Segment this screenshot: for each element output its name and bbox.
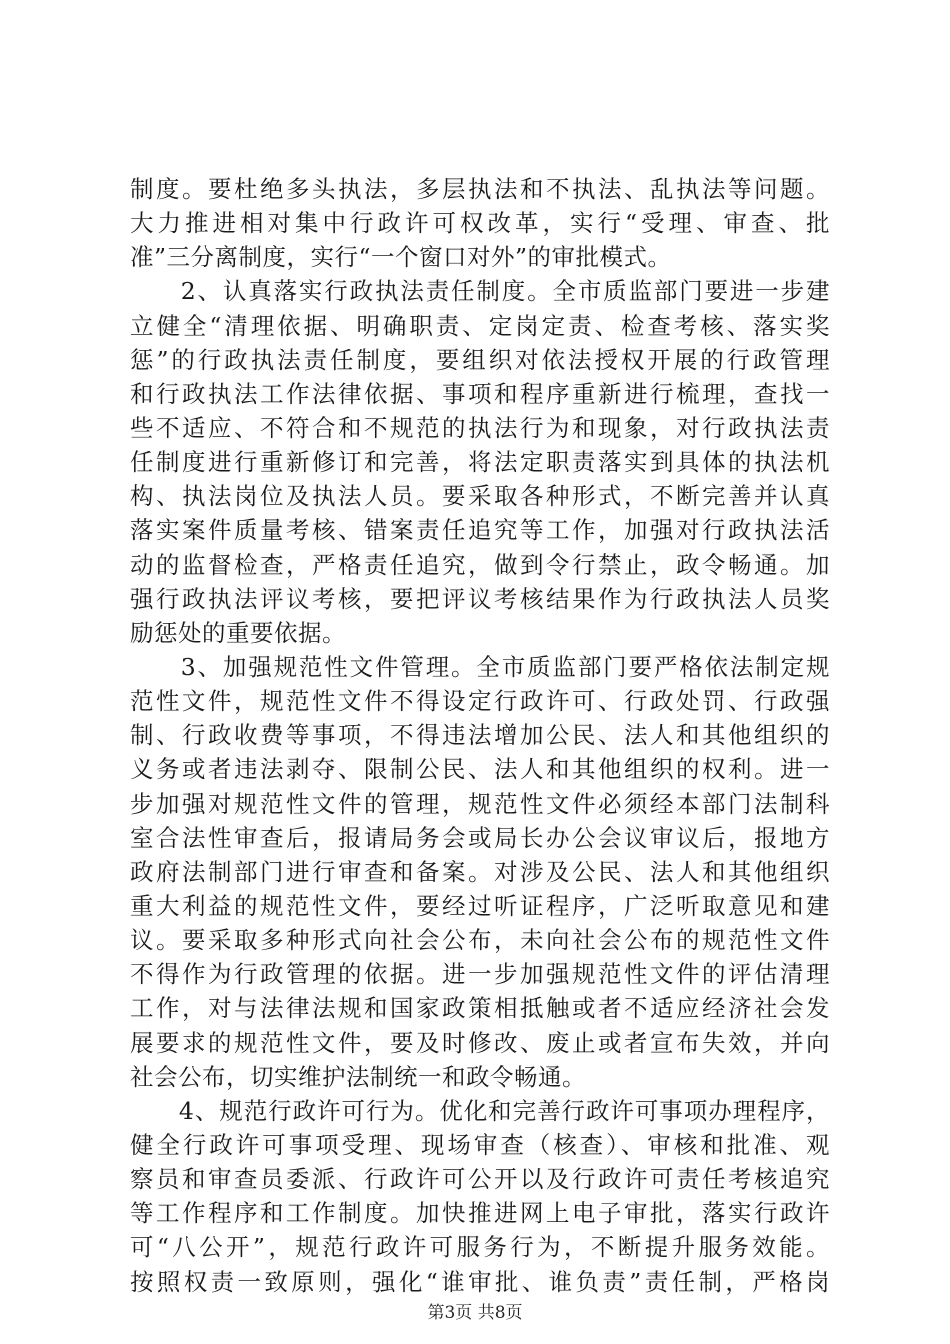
text-line: 可“八公开”，规范行政许可服务行为，不断提升服务效能。 xyxy=(130,1233,830,1262)
text-line: 4、规范行政许可行为。优化和完善行政许可事项办理程序， xyxy=(130,1096,830,1125)
text-line: 步加强对规范性文件的管理，规范性文件必须经本部门法制科 xyxy=(130,789,830,818)
text-line: 准”三分离制度，实行“一个窗口对外”的审批模式。 xyxy=(130,243,672,272)
text-line: 社会公布，切实维护法制统一和政令畅通。 xyxy=(130,1062,586,1091)
text-line: 室合法性审查后，报请局务会或局长办公会议审议后，报地方 xyxy=(130,823,830,852)
text-line: 议。要采取多种形式向社会公布，未向社会公布的规范性文件 xyxy=(130,926,830,955)
text-line: 任制度进行重新修订和完善，将法定职责落实到具体的执法机 xyxy=(130,448,830,477)
body-text xyxy=(130,172,830,1299)
text-line: 义务或者违法剥夺、限制公民、法人和其他组织的权利。进一 xyxy=(130,755,830,784)
page-footer: 第3页 共8页 xyxy=(427,1303,523,1323)
text-line: 大力推进相对集中行政许可权改革，实行“受理、审查、批 xyxy=(130,209,830,238)
text-line: 按照权责一致原则，强化“谁审批、谁负责”责任制，严格岗 xyxy=(130,1267,830,1296)
text-line: 健全行政许可事项受理、现场审查（核查）、审核和批准、观 xyxy=(130,1130,830,1159)
text-line: 工作，对与法律法规和国家政策相抵触或者不适应经济社会发 xyxy=(130,994,830,1023)
text-line: 励惩处的重要依据。 xyxy=(130,618,346,647)
text-line: 构、执法岗位及执法人员。要采取各种形式，不断完善并认真 xyxy=(130,482,830,511)
text-line: 范性文件，规范性文件不得设定行政许可、行政处罚、行政强 xyxy=(130,687,830,716)
text-line: 展要求的规范性文件，要及时修改、废止或者宣布失效，并向 xyxy=(130,1028,830,1057)
text-line: 政府法制部门进行审查和备案。对涉及公民、法人和其他组织 xyxy=(130,857,830,886)
text-line: 些不适应、不符合和不规范的执法行为和现象，对行政执法责 xyxy=(130,413,830,442)
text-line: 强行政执法评议考核，要把评议考核结果作为行政执法人员奖 xyxy=(130,584,830,613)
text-line: 制、行政收费等事项，不得违法增加公民、法人和其他组织的 xyxy=(130,721,830,750)
text-line: 重大利益的规范性文件，要经过听证程序，广泛听取意见和建 xyxy=(130,891,830,920)
text-line: 3、加强规范性文件管理。全市质监部门要严格依法制定规 xyxy=(130,652,830,681)
text-line: 动的监督检查，严格责任追究，做到令行禁止，政令畅通。加 xyxy=(130,550,830,579)
text-line: 2、认真落实行政执法责任制度。全市质监部门要进一步建 xyxy=(130,277,830,306)
text-line: 立健全“清理依据、明确职责、定岗定责、检查考核、落实奖 xyxy=(130,311,830,340)
text-line: 和行政执法工作法律依据、事项和程序重新进行梳理，查找一 xyxy=(130,379,830,408)
text-line: 察员和审查员委派、行政许可公开以及行政许可责任考核追究 xyxy=(130,1165,830,1194)
text-line: 不得作为行政管理的依据。进一步加强规范性文件的评估清理 xyxy=(130,960,830,989)
text-line: 落实案件质量考核、错案责任追究等工作，加强对行政执法活 xyxy=(130,516,830,545)
text-line: 制度。要杜绝多头执法，多层执法和不执法、乱执法等问题。 xyxy=(130,175,830,203)
text-line: 惩”的行政执法责任制度，要组织对依法授权开展的行政管理 xyxy=(130,345,830,374)
text-line: 等工作程序和工作制度。加快推进网上电子审批，落实行政许 xyxy=(130,1199,830,1228)
